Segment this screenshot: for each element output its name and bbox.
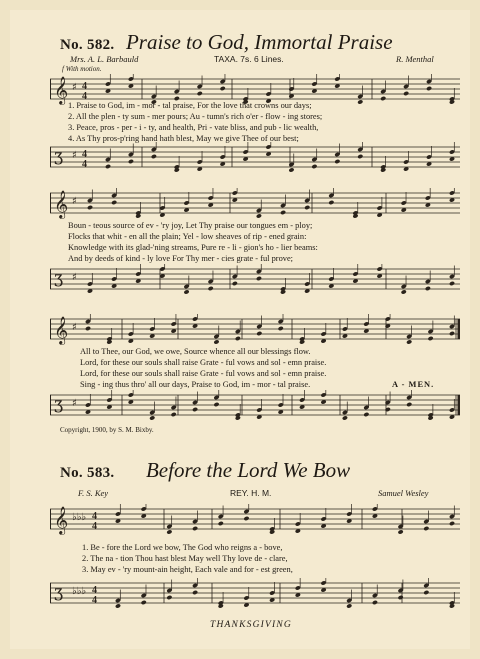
note-head-icon xyxy=(220,86,226,91)
note-head-icon xyxy=(151,154,157,159)
note-head-icon xyxy=(406,339,412,344)
hymn-583-verse-3: 3. May ev - 'ry mount-ain height, Each vale and for - est green, xyxy=(82,565,293,574)
note-head-icon xyxy=(427,336,433,341)
time-signature-icon: 4 xyxy=(82,149,87,160)
note-head-icon xyxy=(278,326,284,331)
note-head-icon xyxy=(256,213,262,218)
key-signature-sharp-icon: ♯ xyxy=(72,398,77,409)
time-signature-icon: 4 xyxy=(82,159,87,170)
final-barline xyxy=(458,395,461,415)
note-head-icon xyxy=(423,590,429,595)
note-head-icon xyxy=(401,289,407,294)
note-head-icon xyxy=(426,86,432,91)
treble-clef-icon: 𝄞 xyxy=(54,506,69,534)
note-head-icon xyxy=(192,590,198,595)
system-3-bass-staff xyxy=(50,390,460,422)
treble-clef-icon: 𝄞 xyxy=(54,190,69,218)
note-head-icon xyxy=(398,529,404,534)
hymn-583-title: Before the Lord We Bow xyxy=(145,458,351,482)
treble-clef-icon: 𝄞 xyxy=(54,76,69,104)
note-head-icon xyxy=(218,521,224,526)
note-head-icon xyxy=(192,407,198,412)
note-head-icon xyxy=(85,326,91,331)
system-3-treble-staff xyxy=(50,314,460,346)
note-head-icon xyxy=(346,603,352,608)
note-head-icon xyxy=(342,415,348,420)
note-head-icon xyxy=(256,331,262,336)
hymn-583-number: No. 583. xyxy=(60,465,115,481)
time-signature-icon: 4 xyxy=(92,521,97,532)
note-head-icon xyxy=(197,91,203,96)
note-head-icon xyxy=(449,521,455,526)
hymn-582-verse-3-line-3: Lord, for these our souls shall raise Grate - ful vows and sol - emn praise. xyxy=(80,369,327,378)
note-head-icon xyxy=(166,595,172,600)
note-head-icon xyxy=(406,402,412,407)
system-2-bass-staff xyxy=(50,264,460,296)
note-head-icon xyxy=(423,526,429,531)
note-head-icon xyxy=(235,336,241,341)
note-head-icon xyxy=(288,167,294,172)
note-head-icon xyxy=(425,286,431,291)
note-head-icon xyxy=(183,289,189,294)
hymn-582-verse-4-line-1: 4. As Thy pros-p'ring hand hath blest, May we give Thee of our best; xyxy=(68,134,299,143)
hymn-583-tune: REY. H. M. xyxy=(230,488,272,498)
note-head-icon xyxy=(111,200,117,205)
note-head-icon xyxy=(213,339,219,344)
system-4-bass-staff xyxy=(50,578,460,610)
note-head-icon xyxy=(213,402,219,407)
treble-clef-icon: 𝄞 xyxy=(54,316,69,344)
note-head-icon xyxy=(449,281,455,286)
note-head-icon xyxy=(304,205,310,210)
note-head-icon xyxy=(328,200,334,205)
time-signature-icon: 4 xyxy=(92,511,97,522)
note-head-icon xyxy=(357,99,363,104)
key-signature-flats-icon: ♭♭♭ xyxy=(72,512,87,523)
note-head-icon xyxy=(357,154,363,159)
key-signature-sharp-icon: ♯ xyxy=(72,322,77,333)
note-head-icon xyxy=(449,331,455,336)
note-head-icon xyxy=(372,600,378,605)
hymn-583-heading xyxy=(60,458,350,483)
key-signature-flats-icon: ♭♭♭ xyxy=(72,586,87,597)
note-head-icon xyxy=(380,96,386,101)
hymn-582-tune: TAXA. 7s. 6 Lines. xyxy=(214,54,284,64)
key-signature-sharp-icon: ♯ xyxy=(72,196,77,207)
hymn-582-verse-2-line-2: Flocks that whit - en all the plain; Yel - low sheaves of rip - ened grain: xyxy=(68,232,307,241)
note-head-icon xyxy=(192,526,198,531)
key-signature-sharp-icon: ♯ xyxy=(72,82,77,93)
hymn-582-verse-3-line-2: Knowledge with its glad-'ning streams, Pure re - li - gion's ho - lier beams: xyxy=(68,243,318,252)
note-head-icon xyxy=(243,516,249,521)
system-1-bass-staff xyxy=(50,142,460,174)
hymn-582-heading xyxy=(60,30,393,55)
hymn-582-verse-1-line-1: 1. Praise to God, im - mor - tal praise, For the love that crowns our days; xyxy=(68,101,312,110)
hymn-582-verse-3-line-1: 3. Peace, pros - per - i - ty, and health, Pri - vate bliss, and pub - lic wealth, xyxy=(68,123,319,132)
bass-clef-icon: ʒ xyxy=(54,394,64,413)
note-head-icon xyxy=(403,91,409,96)
bass-clef-icon: ʒ xyxy=(54,146,64,165)
page-footer-section: THANKSGIVING xyxy=(210,620,292,630)
amen-label: A - MEN. xyxy=(392,380,435,389)
hymn-582-verse-2-line-1: 2. All the plen - ty sum - mer pours; Au - tumn's rich o'er - flow - ing stores; xyxy=(68,112,323,121)
hymn-582-copyright: Copyright, 1900, by S. M. Bixby. xyxy=(60,426,154,434)
note-head-icon xyxy=(398,595,404,600)
hymn-583-composer: Samuel Wesley xyxy=(378,488,429,498)
note-head-icon xyxy=(149,415,155,420)
hymn-582-verse-1-line-2: Boun - teous source of ev - 'ry joy, Let Thy praise our tongues em - ploy; xyxy=(68,221,313,230)
hymn-582-verse-1-line-3: All to Thee, our God, we owe, Source whence all our blessings flow. xyxy=(80,347,311,356)
note-head-icon xyxy=(232,281,238,286)
hymn-582-verse-4-line-3: Sing - ing thus thro' all our days, Praise to God, im - mor - tal praise. xyxy=(80,380,311,389)
note-head-icon xyxy=(280,210,286,215)
note-head-icon xyxy=(87,205,93,210)
bass-clef-icon: ʒ xyxy=(54,582,64,601)
hymn-583-verse-2: 2. The na - tion Thou hast blest May well Thy love de - clare, xyxy=(82,554,288,563)
time-signature-icon: 4 xyxy=(92,585,97,596)
note-head-icon xyxy=(256,276,262,281)
hymn-582-title: Praise to God, Immortal Praise xyxy=(125,30,393,54)
note-head-icon xyxy=(208,286,214,291)
hymn-582-expression: f With motion. xyxy=(62,65,102,73)
hymn-583-author: F. S. Key xyxy=(78,488,109,498)
note-head-icon xyxy=(166,529,172,534)
hymn-582-composer: R. Menthal xyxy=(396,54,434,64)
time-signature-icon: 4 xyxy=(82,91,87,102)
note-head-icon xyxy=(128,159,134,164)
hymn-582-verse-2-line-3: Lord, for these our souls shall raise Grate - ful vows and sol - emn praise. xyxy=(80,358,327,367)
hymn-582-verse-4-line-2: And by deeds of kind - ly love For Thy mer - cies grate - ful prove; xyxy=(68,254,293,263)
note-head-icon xyxy=(105,164,111,169)
note-head-icon xyxy=(141,600,147,605)
key-signature-sharp-icon: ♯ xyxy=(72,150,77,161)
note-head-icon xyxy=(171,412,177,417)
hymn-583-verse-1: 1. Be - fore the Lord we bow, The God who reigns a - bove, xyxy=(82,543,283,552)
note-head-icon xyxy=(115,603,121,608)
time-signature-icon: 4 xyxy=(82,81,87,92)
time-signature-icon: 4 xyxy=(92,595,97,606)
hymn-582-author: Mrs. A. L. Barbauld xyxy=(70,54,139,64)
system-4-treble-staff xyxy=(50,504,460,536)
system-2-treble-staff xyxy=(50,188,460,220)
note-head-icon xyxy=(385,407,391,412)
hymn-582-number: No. 582. xyxy=(60,37,115,53)
key-signature-sharp-icon: ♯ xyxy=(72,272,77,283)
note-head-icon xyxy=(363,412,369,417)
bass-clef-icon: ʒ xyxy=(54,268,64,287)
note-head-icon xyxy=(334,159,340,164)
note-head-icon xyxy=(311,164,317,169)
final-barline xyxy=(458,319,461,339)
